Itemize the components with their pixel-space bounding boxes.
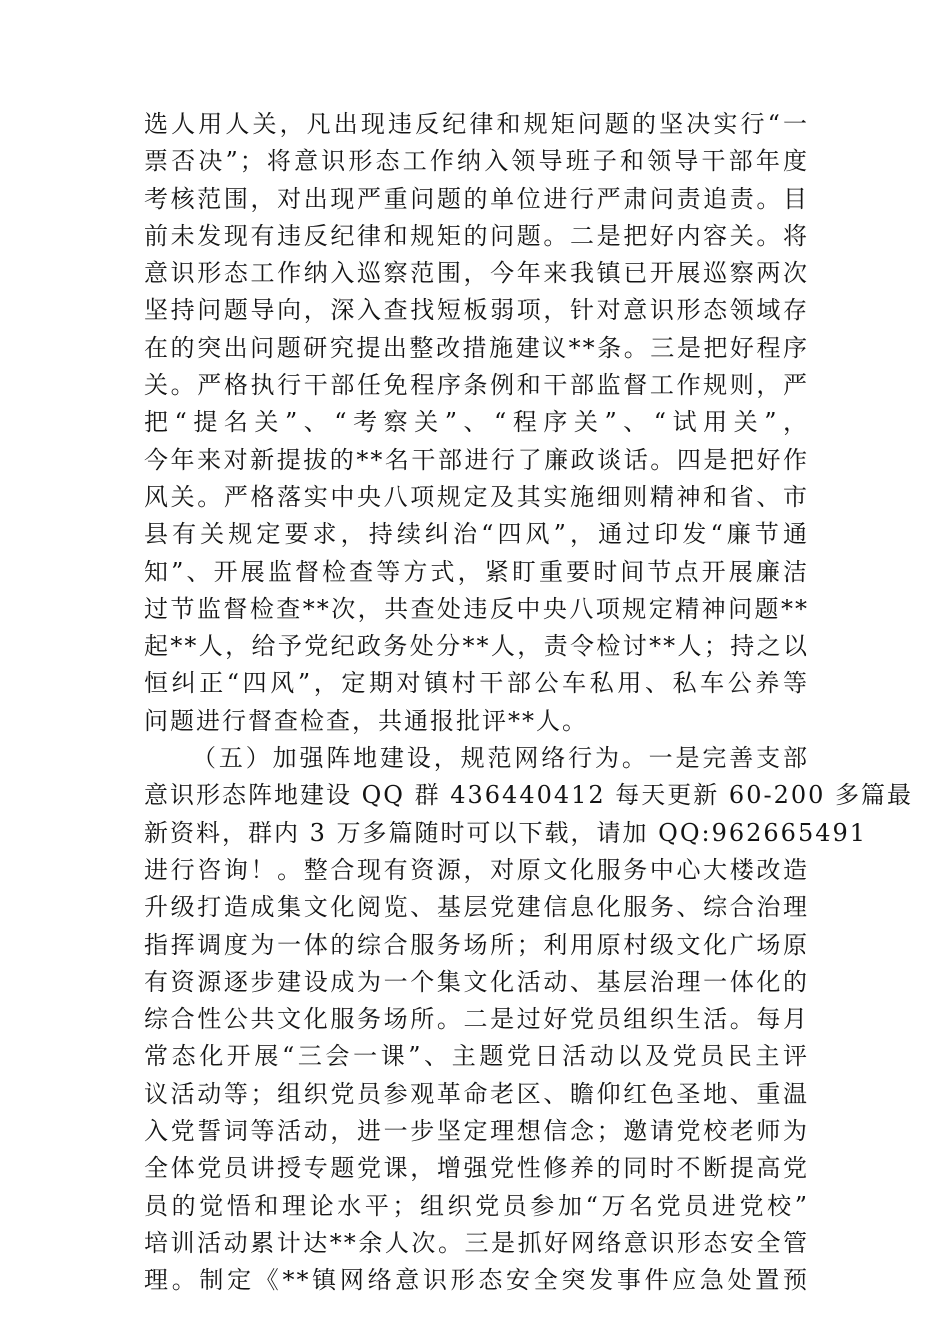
text-line: 县有关规定要求，持续纠治“四风”，通过印发“廉节通 bbox=[144, 520, 809, 549]
text-line: 今年来对新提拔的**名干部进行了廉政谈话。四是把好作 bbox=[144, 445, 809, 474]
text-line: 有资源逐步建设成为一个集文化活动、基层治理一体化的 bbox=[144, 967, 809, 996]
text-line: 坚持问题导向，深入查找短板弱项，针对意识形态领域存 bbox=[144, 296, 809, 325]
text-line: 意识形态工作纳入巡察范围，今年来我镇已开展巡察两次 bbox=[144, 259, 809, 288]
text-line: 综合性公共文化服务场所。二是过好党员组织生活。每月 bbox=[144, 1005, 809, 1034]
text-line: 新资料，群内 3 万多篇随时可以下载，请加 QQ:962665491 bbox=[144, 818, 868, 847]
text-line: 起**人，给予党纪政务处分**人，责令检讨**人；持之以 bbox=[144, 632, 809, 661]
text-line: 风关。严格落实中央八项规定及其实施细则精神和省、市 bbox=[144, 482, 809, 511]
text-line: 入党誓词等活动，进一步坚定理想信念；邀请党校老师为 bbox=[144, 1117, 809, 1146]
text-line: 在的突出问题研究提出整改措施建议**条。三是把好程序 bbox=[144, 333, 809, 362]
text-line: 常态化开展“三会一课”、主题党日活动以及党员民主评 bbox=[144, 1042, 809, 1071]
text-line: 议活动等；组织党员参观革命老区、瞻仰红色圣地、重温 bbox=[144, 1079, 809, 1108]
text-line: 指挥调度为一体的综合服务场所；利用原村级文化广场原 bbox=[144, 930, 809, 959]
text-line: 理。制定《**镇网络意识形态安全突发事件应急处置预 bbox=[144, 1266, 809, 1295]
section-heading-line: （五）加强阵地建设，规范网络行为。一是完善支部 bbox=[192, 744, 809, 773]
text-line: 选人用人关，凡出现违反纪律和规矩问题的坚决实行“一 bbox=[144, 110, 809, 138]
text-line: 前未发现有违反纪律和规矩的问题。二是把好内容关。将 bbox=[144, 221, 809, 250]
text-line: 升级打造成集文化阅览、基层党建信息化服务、综合治理 bbox=[144, 893, 809, 922]
text-line: 知”、开展监督检查等方式，紧盯重要时间节点开展廉洁 bbox=[144, 557, 809, 586]
text-line: 全体党员讲授专题党课，增强党性修养的同时不断提高党 bbox=[144, 1154, 809, 1183]
paragraph-end-line: 问题进行督查检查，共通报批评**人。 bbox=[144, 706, 588, 735]
body-text bbox=[144, 106, 914, 1300]
text-line: 考核范围，对出现严重问题的单位进行严肃问责追责。目 bbox=[144, 184, 809, 213]
text-line: 关。严格执行干部任免程序条例和干部监督工作规则，严 bbox=[144, 371, 809, 400]
text-line: 员的觉悟和理论水平；组织党员参加“万名党员进党校” bbox=[144, 1191, 809, 1220]
text-line: 过节监督检查**次，共查处违反中央八项规定精神问题** bbox=[144, 594, 809, 623]
text-line: 进行咨询！。整合现有资源，对原文化服务中心大楼改造 bbox=[144, 855, 809, 884]
text-line: 票否决”；将意识形态工作纳入领导班子和领导干部年度 bbox=[144, 147, 809, 176]
text-line: 把“提名关”、“考察关”、“程序关”、“试用关”， bbox=[144, 408, 809, 437]
text-line: 恒纠正“四风”，定期对镇村干部公车私用、私车公养等 bbox=[144, 669, 809, 698]
text-line: 培训活动累计达**余人次。三是抓好网络意识形态安全管 bbox=[144, 1228, 809, 1257]
text-line: 意识形态阵地建设 QQ 群 436440412 每天更新 60-200 多篇最 bbox=[144, 781, 914, 810]
